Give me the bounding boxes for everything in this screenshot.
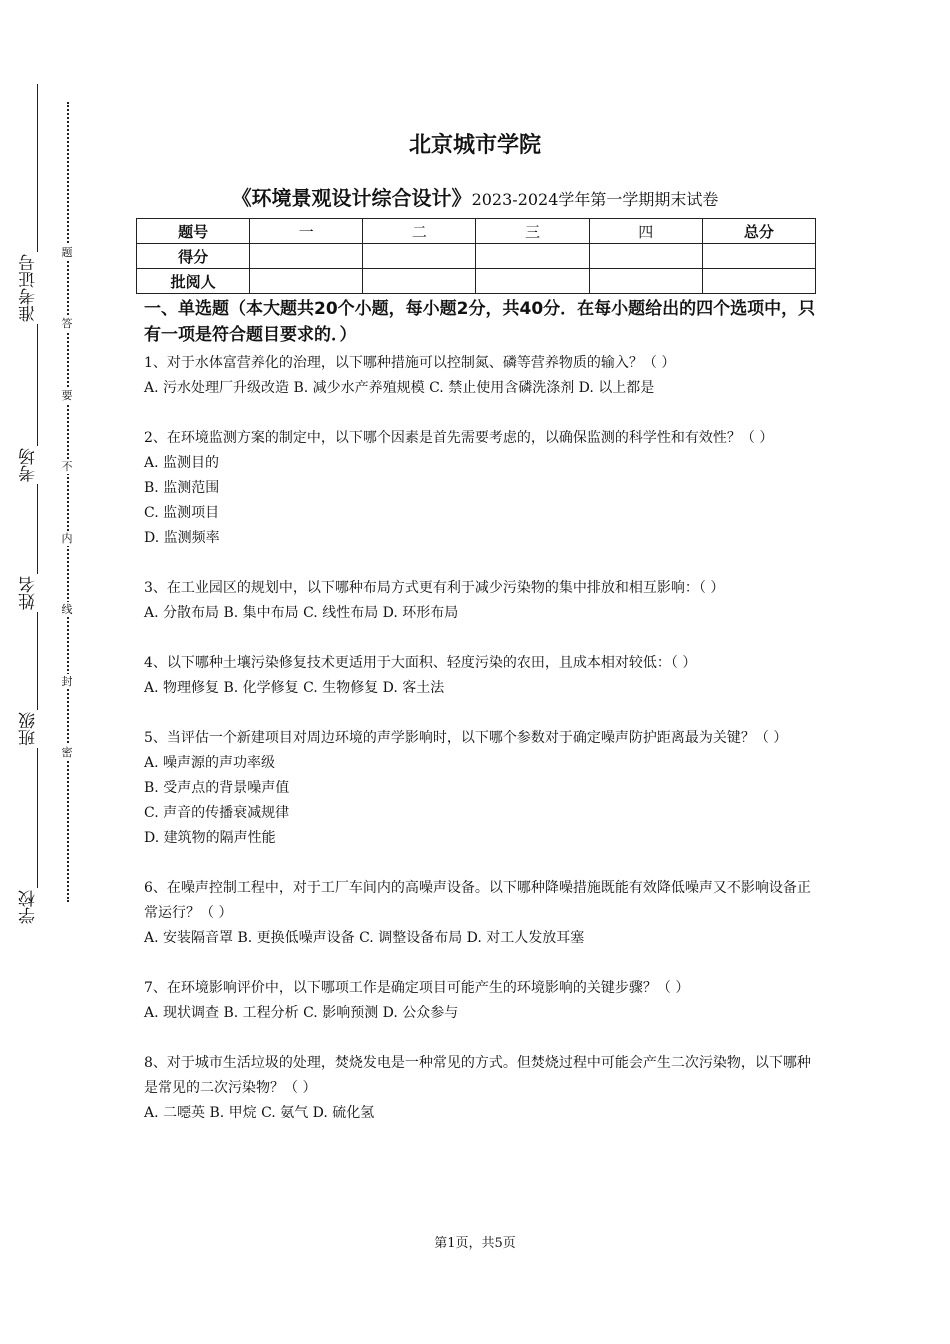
score-table xyxy=(136,218,816,294)
question-option: B. 监测范围 xyxy=(144,480,220,496)
reviewer-cell[interactable] xyxy=(476,269,589,294)
question-options: A. 现状调查 B. 工程分析 C. 影响预测 D. 公众参与 xyxy=(144,1005,459,1021)
seal-char: 线 xyxy=(61,603,73,616)
question-stem: 7、在环境影响评价中，以下哪项工作是确定项目可能产生的环境影响的关键步骤？（ ） xyxy=(144,980,690,996)
score-cell[interactable] xyxy=(363,244,476,269)
score-cell[interactable] xyxy=(702,244,815,269)
term-label: 2023-2024学年第一学期期末试卷 xyxy=(471,190,719,209)
question-stem: 5、当评估一个新建项目对周边环境的声学影响时，以下哪个参数对于确定噪声防护距离最为关键？（ ） xyxy=(144,730,788,746)
binding-dotted-line xyxy=(67,102,69,902)
page-footer: 第1页，共5页 xyxy=(434,1236,516,1251)
question-stem: 6、在噪声控制工程中，对于工厂车间内的高噪声设备。以下哪种降噪措施既能有效降低噪声又不影响设备正常运行？（ ） xyxy=(144,880,811,921)
name-label: 姓名 xyxy=(19,576,39,610)
question-4 xyxy=(144,651,816,701)
score-col-header: 总分 xyxy=(702,219,815,244)
seal-char: 封 xyxy=(61,675,73,688)
seal-char: 不 xyxy=(61,460,73,473)
score-row xyxy=(137,244,816,269)
question-6 xyxy=(144,876,816,951)
score-col-header: 一 xyxy=(250,219,363,244)
seal-char: 密 xyxy=(61,746,73,759)
score-col-header: 题号 xyxy=(137,219,250,244)
question-option: A. 噪声源的声功率级 xyxy=(144,755,276,771)
question-options: A. 分散布局 B. 集中布局 C. 线性布局 D. 环形布局 xyxy=(144,605,459,621)
question-options: A. 污水处理厂升级改造 B. 减少水产养殖规模 C. 禁止使用含磷洗涤剂 D. 以上都是 xyxy=(144,380,655,396)
exam-subtitle xyxy=(0,182,950,211)
question-3 xyxy=(144,576,816,626)
exam-number-label: 准考证号 xyxy=(19,254,39,322)
section-title: 一、单选题（本大题共20个小题，每小题2分，共40分．在每小题给出的四个选项中，只有一项是符合题目要求的．） xyxy=(144,299,816,345)
question-8 xyxy=(144,1051,816,1126)
seal-char: 题 xyxy=(61,246,73,259)
question-option: A. 监测目的 xyxy=(144,455,220,471)
score-col-header: 四 xyxy=(589,219,702,244)
question-7 xyxy=(144,976,816,1026)
score-table-header-row xyxy=(137,219,816,244)
question-2 xyxy=(144,426,816,551)
exam-content xyxy=(144,296,816,1151)
question-stem: 8、对于城市生活垃圾的处理，焚烧发电是一种常见的方式。但焚烧过程中可能会产生二次污染物，以下哪种是常见的二次污染物？（ ） xyxy=(144,1055,811,1096)
question-1 xyxy=(144,351,816,401)
question-options: A. 物理修复 B. 化学修复 C. 生物修复 D. 客土法 xyxy=(144,680,445,696)
seal-char: 内 xyxy=(61,532,73,545)
question-option: D. 监测频率 xyxy=(144,530,220,546)
school-title: 北京城市学院 xyxy=(408,133,541,158)
score-col-header: 三 xyxy=(476,219,589,244)
question-options: A. 安装隔音罩 B. 更换低噪声设备 C. 调整设备布局 D. 对工人发放耳塞 xyxy=(144,930,585,946)
reviewer-cell[interactable] xyxy=(250,269,363,294)
reviewer-row xyxy=(137,269,816,294)
seal-char: 答 xyxy=(61,317,73,330)
question-option: C. 监测项目 xyxy=(144,505,220,521)
question-option: D. 建筑物的隔声性能 xyxy=(144,830,276,846)
reviewer-cell[interactable] xyxy=(702,269,815,294)
question-option: C. 声音的传播衰减规律 xyxy=(144,805,290,821)
question-stem: 1、对于水体富营养化的治理，以下哪种措施可以控制氮、磷等营养物质的输入？（ ） xyxy=(144,355,676,371)
seal-char: 要 xyxy=(61,389,73,402)
score-cell[interactable] xyxy=(589,244,702,269)
class-label: 班级 xyxy=(19,712,39,746)
question-stem: 2、在环境监测方案的制定中，以下哪个因素是首先需要考虑的，以确保监测的科学性和有效性？（ ） xyxy=(144,430,774,446)
question-options: A. 二噁英 B. 甲烷 C. 氨气 D. 硫化氢 xyxy=(144,1105,375,1121)
score-row-label: 批阅人 xyxy=(137,269,250,294)
score-row-label: 得分 xyxy=(137,244,250,269)
question-5 xyxy=(144,726,816,851)
reviewer-cell[interactable] xyxy=(363,269,476,294)
reviewer-cell[interactable] xyxy=(589,269,702,294)
question-option: B. 受声点的背景噪声值 xyxy=(144,780,290,796)
question-stem: 3、在工业园区的规划中，以下哪种布局方式更有利于减少污染物的集中排放和相互影响：（ ） xyxy=(144,580,725,596)
course-title: 《环境景观设计综合设计》 xyxy=(231,186,472,210)
score-cell[interactable] xyxy=(476,244,589,269)
score-col-header: 二 xyxy=(363,219,476,244)
question-stem: 4、以下哪种土壤污染修复技术更适用于大面积、轻度污染的农田，且成本相对较低：（ ） xyxy=(144,655,697,671)
school-label: 学校 xyxy=(19,890,39,924)
score-cell[interactable] xyxy=(250,244,363,269)
exam-room-label: 考场 xyxy=(19,448,39,482)
